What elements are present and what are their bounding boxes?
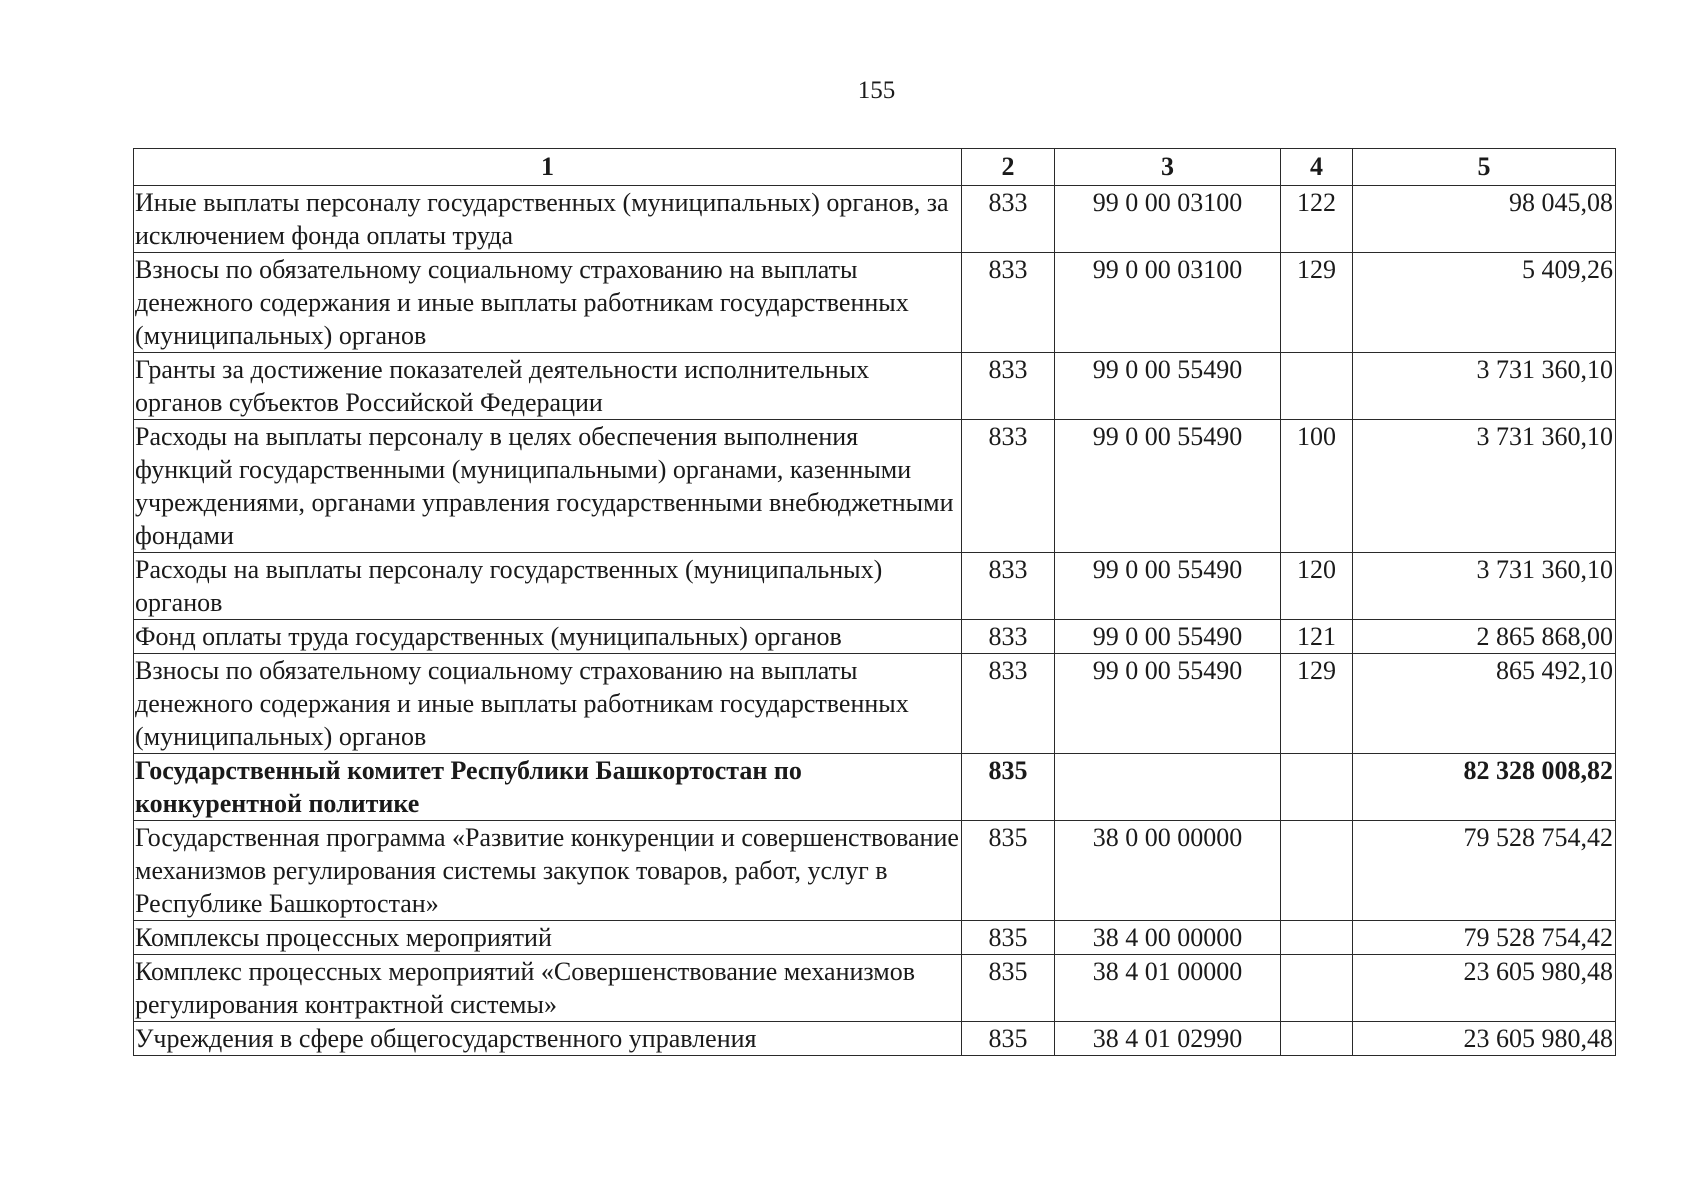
table-body (134, 186, 1616, 1056)
ministry-code-cell: 835 (962, 921, 1055, 955)
column-header-2: 2 (962, 149, 1055, 186)
row-name-cell: Гранты за достижение показателей деятельности исполнительных органов субъектов Российской Федерации (134, 353, 962, 420)
amount-cell: 3 731 360,10 (1353, 420, 1616, 553)
row-name-cell: Взносы по обязательному социальному страхованию на выплаты денежного содержания и иные выплаты работникам государственных (муниципальных) органов (134, 253, 962, 353)
table-row (134, 420, 1616, 553)
table-row (134, 186, 1616, 253)
row-name-cell: Фонд оплаты труда государственных (муниципальных) органов (134, 620, 962, 654)
row-name-cell: Комплекс процессных мероприятий «Совершенствование механизмов регулирования контрактной системы» (134, 955, 962, 1022)
target-article-cell: 38 4 00 00000 (1055, 921, 1281, 955)
expense-type-cell (1281, 921, 1353, 955)
expense-type-cell: 129 (1281, 654, 1353, 754)
row-name-cell: Государственная программа «Развитие конкуренции и совершенствование механизмов регулирования системы закупок товаров, работ, услуг в Республике Башкортостан» (134, 821, 962, 921)
column-header-5: 5 (1353, 149, 1616, 186)
row-name-cell: Расходы на выплаты персоналу в целях обеспечения выполнения функций государственными (муниципальными) органами, казенными учреждениями, органами управления государственными внебюджетными фондами (134, 420, 962, 553)
ministry-code-cell: 835 (962, 955, 1055, 1022)
table-row (134, 353, 1616, 420)
page-number: 155 (857, 77, 896, 104)
target-article-cell: 99 0 00 55490 (1055, 620, 1281, 654)
amount-cell: 79 528 754,42 (1353, 921, 1616, 955)
target-article-cell: 99 0 00 55490 (1055, 353, 1281, 420)
column-header-4: 4 (1281, 149, 1353, 186)
column-header-1: 1 (134, 149, 962, 186)
ministry-code-cell: 833 (962, 553, 1055, 620)
expense-type-cell: 121 (1281, 620, 1353, 654)
ministry-code-cell: 833 (962, 654, 1055, 754)
row-name-cell: Взносы по обязательному социальному страхованию на выплаты денежного содержания и иные выплаты работникам государственных (муниципальных) органов (134, 654, 962, 754)
ministry-code-cell: 835 (962, 754, 1055, 821)
ministry-code-cell: 833 (962, 253, 1055, 353)
table-row (134, 1022, 1616, 1056)
row-name-cell: Расходы на выплаты персоналу государственных (муниципальных) органов (134, 553, 962, 620)
amount-cell: 82 328 008,82 (1353, 754, 1616, 821)
target-article-cell (1055, 754, 1281, 821)
amount-cell: 98 045,08 (1353, 186, 1616, 253)
ministry-code-cell: 833 (962, 353, 1055, 420)
row-name-cell: Государственный комитет Республики Башкортостан по конкурентной политике (134, 754, 962, 821)
row-name-cell: Комплексы процессных мероприятий (134, 921, 962, 955)
amount-cell: 23 605 980,48 (1353, 955, 1616, 1022)
expense-type-cell: 100 (1281, 420, 1353, 553)
table-row (134, 955, 1616, 1022)
table-header-row (134, 149, 1616, 186)
ministry-code-cell: 835 (962, 1022, 1055, 1056)
ministry-code-cell: 835 (962, 821, 1055, 921)
table-row (134, 921, 1616, 955)
expense-type-cell (1281, 955, 1353, 1022)
column-header-3: 3 (1055, 149, 1281, 186)
target-article-cell: 38 0 00 00000 (1055, 821, 1281, 921)
ministry-code-cell: 833 (962, 186, 1055, 253)
expense-type-cell: 122 (1281, 186, 1353, 253)
expense-type-cell (1281, 754, 1353, 821)
target-article-cell: 99 0 00 03100 (1055, 253, 1281, 353)
ministry-code-cell: 833 (962, 620, 1055, 654)
target-article-cell: 99 0 00 55490 (1055, 553, 1281, 620)
amount-cell: 23 605 980,48 (1353, 1022, 1616, 1056)
expense-type-cell (1281, 1022, 1353, 1056)
table-row (134, 620, 1616, 654)
expense-type-cell (1281, 353, 1353, 420)
target-article-cell: 38 4 01 00000 (1055, 955, 1281, 1022)
expense-type-cell: 129 (1281, 253, 1353, 353)
table-row (134, 553, 1616, 620)
target-article-cell: 38 4 01 02990 (1055, 1022, 1281, 1056)
target-article-cell: 99 0 00 55490 (1055, 420, 1281, 553)
table-row (134, 654, 1616, 754)
table-row (134, 253, 1616, 353)
amount-cell: 865 492,10 (1353, 654, 1616, 754)
amount-cell: 3 731 360,10 (1353, 353, 1616, 420)
budget-table (133, 148, 1616, 1056)
ministry-code-cell: 833 (962, 420, 1055, 553)
amount-cell: 2 865 868,00 (1353, 620, 1616, 654)
row-name-cell: Учреждения в сфере общегосударственного управления (134, 1022, 962, 1056)
amount-cell: 5 409,26 (1353, 253, 1616, 353)
expense-type-cell: 120 (1281, 553, 1353, 620)
amount-cell: 3 731 360,10 (1353, 553, 1616, 620)
target-article-cell: 99 0 00 03100 (1055, 186, 1281, 253)
target-article-cell: 99 0 00 55490 (1055, 654, 1281, 754)
row-name-cell: Иные выплаты персоналу государственных (муниципальных) органов, за исключением фонда оплаты труда (134, 186, 962, 253)
table-row (134, 821, 1616, 921)
expense-type-cell (1281, 821, 1353, 921)
table-row (134, 754, 1616, 821)
amount-cell: 79 528 754,42 (1353, 821, 1616, 921)
